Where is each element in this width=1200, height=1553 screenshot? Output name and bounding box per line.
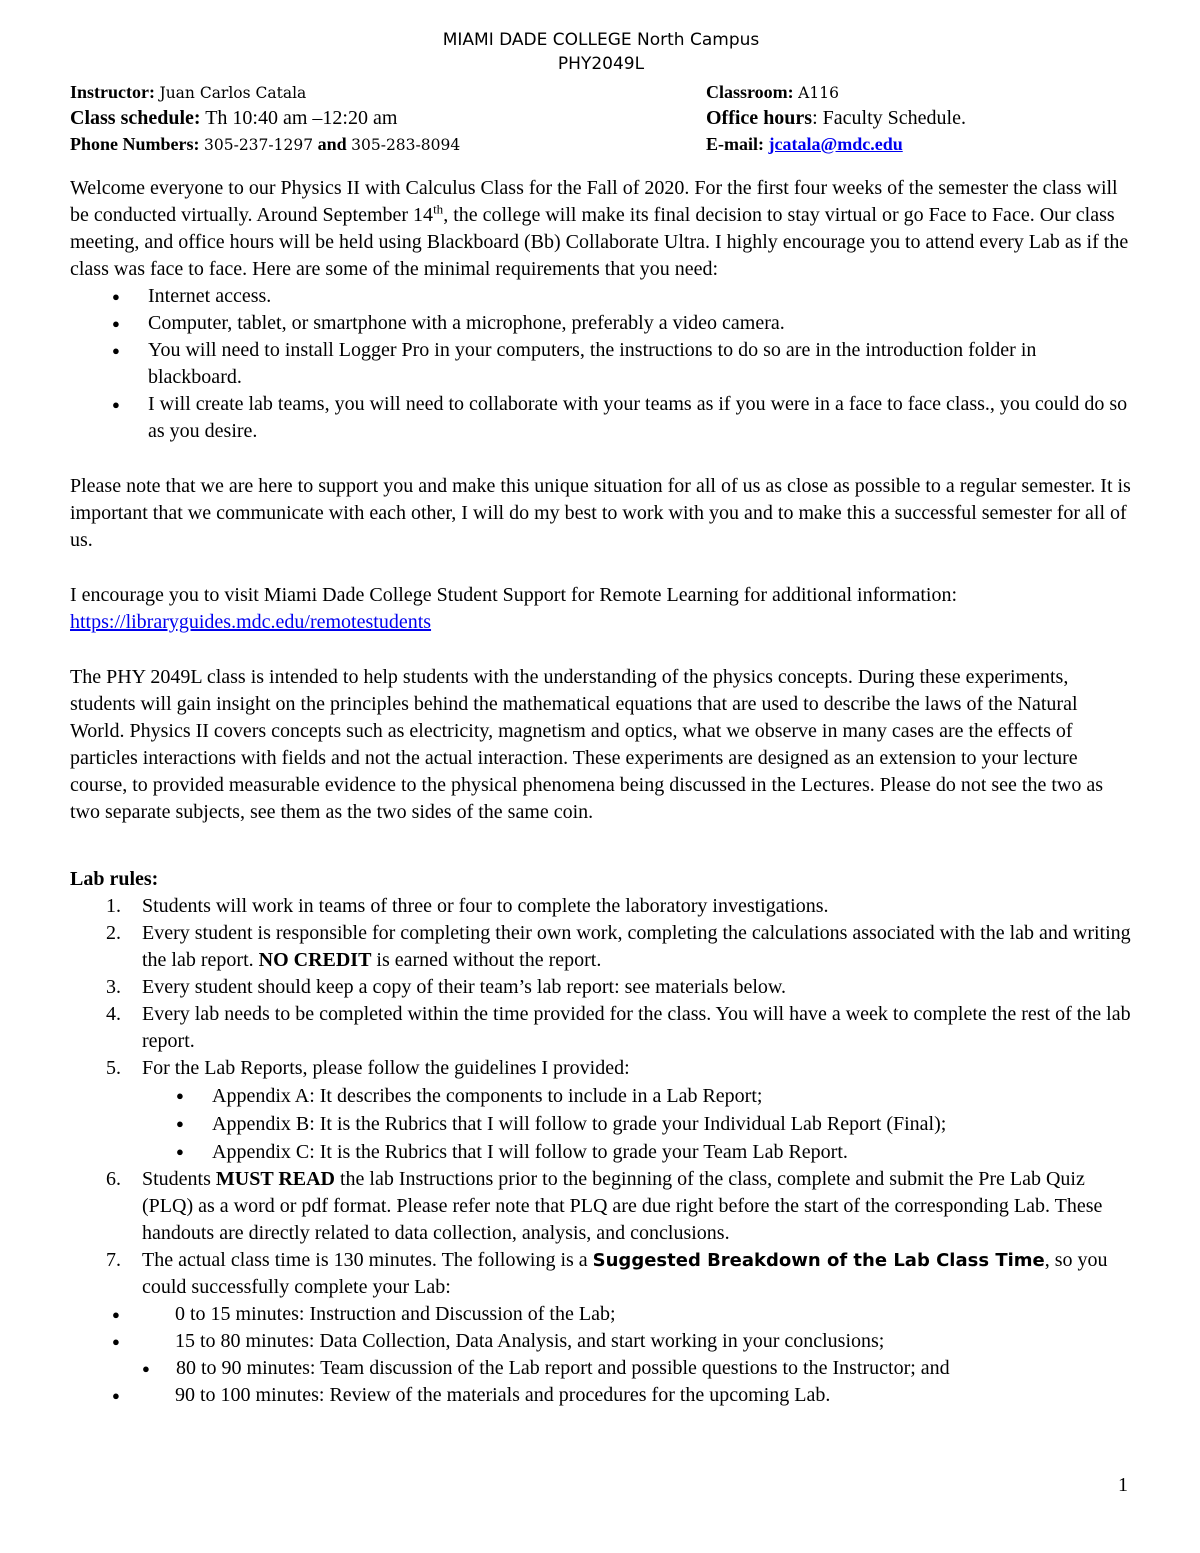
list-item: ● 15 to 80 minutes: Data Collection, Data Analysis, and start working in your conclusions; — [70, 1328, 1132, 1355]
requirements-list — [70, 283, 1132, 445]
phone-and: and — [317, 134, 347, 154]
rule-text: Every student should keep a copy of their team’s lab report: see materials below. — [142, 976, 787, 998]
rule-text: Every lab needs to be completed within the time provided for the class. You will have a week to complete the rest of the lab report. — [142, 1003, 1131, 1052]
support-paragraph: Please note that we are here to support you and make this unique situation for all of us as close as possible to a regular semester. It is important that we communicate with each other, I will do my best to work with you and to make this a successful semester for all of us. — [70, 475, 1131, 551]
list-item: ● Appendix B: It is the Rubrics that I will follow to grade your Individual Lab Report (Final); — [142, 1110, 1132, 1138]
phone-2: 305-283-8094 — [351, 136, 461, 154]
intro-paragraph: The PHY 2049L class is intended to help students with the understanding of the physics concepts. During these experiments, students will gain insight on the principles behind the mathematical equations that are used to describe the laws of the Natural World. Physics II covers concepts such as electricity, magnetism and optics, what we observe in many cases are the effects of particles interactions with fields and not the actual interaction. These experiments are designed as an extension to your lecture course, to provided measurable evidence to the physical phenomena being discussed in the Lectures. Please do not see the two as two separate subjects, see them as the two sides of the same coin. — [70, 666, 1104, 823]
welcome-sup: th — [433, 201, 444, 217]
rule-number: 4. — [106, 1003, 121, 1025]
schedule-line — [70, 105, 397, 131]
rule-6 — [70, 1166, 1132, 1247]
instructor-value: Juan Carlos Catala — [159, 84, 307, 102]
rule-number: 3. — [106, 976, 121, 998]
welcome-text-2: , the college will make its final decision to stay virtual or go Face to Face. Our class meeting, and office hours will be held using Blackboard (Bb) Collaborate Ultra. I highly encourage you to attend every Lab as if the class was face to face. Here are some of the minimal requirements that you need: — [70, 204, 1129, 280]
email-label: E-mail: — [706, 134, 764, 154]
instructor-line — [70, 79, 306, 106]
phone-line — [70, 131, 460, 158]
list-item: ● 80 to 90 minutes: Team discussion of the Lab report and possible questions to the Instructor; and — [70, 1355, 1132, 1382]
office-hours-value: : Faculty Schedule. — [812, 107, 966, 129]
list-item: ● 0 to 15 minutes: Instruction and Discussion of the Lab; — [70, 1301, 1132, 1328]
list-item: ● Computer, tablet, or smartphone with a microphone, preferably a video camera. — [70, 310, 1132, 337]
rule-text: the lab Instructions prior to the beginning of the class, complete and submit the Pre Lab Quiz (PLQ) as a word or pdf format. Please refer note that PLQ are due right before the start of the corresponding Lab. These handouts are directly related to data collection, analysis, and conclusions. — [142, 1168, 1103, 1244]
office-hours-label: Office hours — [706, 107, 813, 129]
time-breakdown-list — [70, 1301, 1132, 1409]
rule-2 — [70, 920, 1132, 974]
remote-learning-text: I encourage you to visit Miami Dade College Student Support for Remote Learning for additional information: — [70, 584, 958, 606]
rule-text: , so you could successfully complete your Lab: — [142, 1249, 1108, 1298]
remote-learning-paragraph — [70, 582, 1132, 636]
email-line — [706, 131, 903, 157]
remote-learning-link[interactable]: https://libraryguides.mdc.edu/remotestudents — [70, 611, 432, 633]
rule-number: 7. — [106, 1249, 121, 1271]
must-read-emphasis: MUST READ — [215, 1168, 335, 1190]
classroom-value: A116 — [798, 84, 839, 102]
email-link[interactable]: jcatala@mdc.edu — [768, 134, 903, 154]
lab-rules-list — [70, 893, 1132, 1301]
rule-text: Students will work in teams of three or four to complete the laboratory investigations. — [142, 895, 829, 917]
list-item: ● You will need to install Logger Pro in your computers, the instructions to do so are in the introduction folder in blackboard. — [70, 337, 1132, 391]
rule-number: 5. — [106, 1057, 121, 1079]
schedule-value: Th 10:40 am –12:20 am — [205, 107, 398, 129]
rule-number: 1. — [106, 895, 121, 917]
rule-text: Students — [142, 1168, 211, 1190]
classroom-line — [706, 79, 839, 106]
list-item: ● I will create lab teams, you will need to collaborate with your teams as if you were in a face to face class., you could do so as you desire. — [70, 391, 1132, 445]
breakdown-emphasis: Suggested Breakdown of the Lab Class Time — [592, 1250, 1045, 1271]
rule-text: The actual class time is 130 minutes. The following is a — [142, 1249, 588, 1271]
rule-text: For the Lab Reports, please follow the guidelines I provided: — [142, 1057, 630, 1079]
page-number: 1 — [1118, 1474, 1128, 1496]
phone-label: Phone Numbers: — [70, 134, 200, 154]
college-title: MIAMI DADE COLLEGE North Campus — [442, 30, 760, 50]
list-item: ● 90 to 100 minutes: Review of the materials and procedures for the upcoming Lab. — [70, 1382, 1132, 1409]
list-item: ● Appendix A: It describes the components to include in a Lab Report; — [142, 1082, 1132, 1110]
list-item: ● Internet access. — [70, 283, 1132, 310]
rule-text: Every student is responsible for completing their own work, completing the calculations associated with the lab and writing the lab report. — [142, 922, 1131, 971]
list-item: ● Appendix C: It is the Rubrics that I will follow to grade your Team Lab Report. — [142, 1138, 1132, 1166]
rule-number: 2. — [106, 922, 121, 944]
rule-3 — [70, 974, 1132, 1001]
rule-7 — [70, 1247, 1132, 1301]
schedule-label: Class schedule: — [70, 107, 201, 129]
rule-number: 6. — [106, 1168, 121, 1190]
appendix-list — [142, 1082, 1132, 1166]
rule-text: is earned without the report. — [376, 949, 602, 971]
welcome-paragraph — [70, 175, 1132, 283]
instructor-label: Instructor: — [70, 82, 155, 102]
document-page — [70, 28, 1132, 1409]
classroom-label: Classroom: — [706, 82, 794, 102]
lab-rules-heading — [70, 866, 1132, 893]
welcome-text-1: Welcome everyone to our Physics II with Calculus Class for the Fall of 2020. For the first four weeks of the semester the class will be conducted virtually. Around September 14 — [70, 177, 1118, 226]
office-hours-line — [706, 105, 966, 131]
phone-1: 305-237-1297 — [204, 136, 314, 154]
rule-4 — [70, 1001, 1132, 1055]
no-credit-emphasis: NO CREDIT — [258, 949, 372, 971]
lab-rules-heading-text: Lab rules: — [70, 868, 159, 890]
course-code: PHY2049L — [557, 54, 645, 74]
course-info-header — [70, 79, 1132, 159]
rule-1 — [70, 893, 1132, 920]
rule-5 — [70, 1055, 1132, 1166]
